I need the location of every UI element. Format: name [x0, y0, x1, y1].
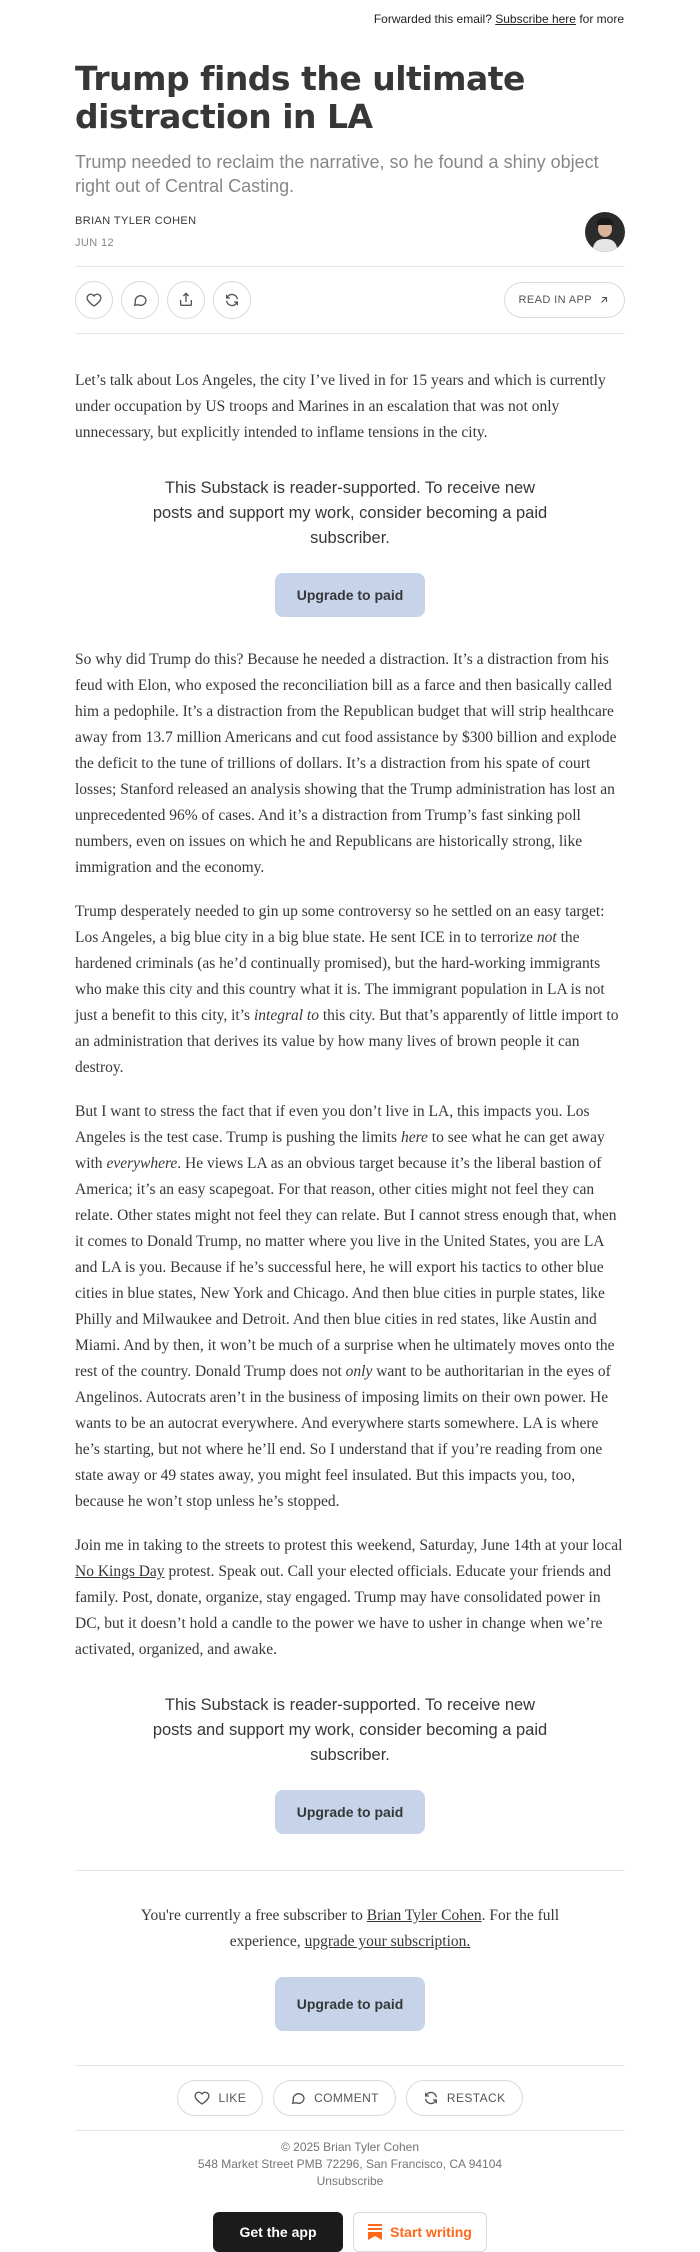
restack-icon [224, 292, 240, 308]
restack-icon [423, 2090, 439, 2106]
forward-bar [0, 0, 700, 40]
free-subscriber-notice: You're currently a free subscriber to Brian Tyler Cohen. For the full experience, upgrade your subscription. Upgrade to paid [75, 1870, 625, 2031]
forwarded-text: Forwarded this email? [373, 12, 492, 26]
start-writing-button[interactable] [353, 2212, 487, 2252]
like-label: LIKE [218, 2091, 247, 2105]
for-more-text: for more [579, 12, 624, 26]
restack-button[interactable] [213, 281, 251, 319]
substack-logo-icon [368, 2224, 382, 2240]
upgrade-to-paid-button[interactable]: Upgrade to paid [275, 1790, 426, 1834]
engagement-pills [75, 2065, 625, 2116]
share-icon [178, 292, 194, 308]
post-body [75, 368, 625, 446]
post-container [75, 60, 625, 2252]
post-body-continued [75, 647, 625, 1663]
byline [75, 212, 625, 252]
share-button[interactable] [167, 281, 205, 319]
restack-label: RESTACK [446, 2091, 506, 2105]
read-in-app-button[interactable] [504, 282, 625, 318]
arrow-up-right-icon [598, 294, 610, 306]
subscribe-cta-1 [150, 476, 550, 617]
paragraph-3: Trump desperately needed to gin up some controversy so he settled on an easy target: Los Angeles, a big blue city in a big blue state. He sent ICE in to terrorize not the hardened criminals (as he’d continually promised), but the hard-working immigrants who make this city and this country what it is. The immigrant population in LA is not just a benefit to this city, it’s integral to this city. But that’s apparently of little import to an administration that derives its value by how many lives of brown people it can destroy. [75, 903, 619, 1076]
heart-icon [194, 2090, 210, 2106]
restack-pill-button[interactable] [406, 2080, 523, 2116]
post-title[interactable]: Trump finds the ultimate distraction in LA [75, 59, 525, 136]
copyright: © 2025 Brian Tyler Cohen [280, 2140, 420, 2154]
comment-icon [290, 2090, 306, 2106]
no-kings-day-link[interactable]: No Kings Day [75, 1563, 165, 1580]
author-avatar[interactable] [585, 212, 625, 252]
author-name[interactable]: BRIAN TYLER COHEN [75, 215, 197, 227]
subscribe-link[interactable]: Subscribe here [495, 12, 576, 26]
address: 548 Market Street PMB 72296, San Francisco, CA 94104 [197, 2157, 503, 2171]
post-date: JUN 12 [75, 237, 115, 249]
paragraph-5: Join me in taking to the streets to protest this weekend, Saturday, June 14th at your local No Kings Day protest. Speak out. Call your elected officials. Educate your friends and family. Post, donate, organize, stay engaged. Trump may have consolidated power in DC, but it doesn’t hold a candle to the power we have to usher in change when we’re activated, organized, and awake. [75, 1537, 623, 1658]
read-in-app-label: READ IN APP [518, 294, 592, 306]
upgrade-to-paid-button[interactable]: Upgrade to paid [275, 1977, 426, 2031]
subscribe-cta-2 [150, 1693, 550, 1834]
upgrade-subscription-link[interactable]: upgrade your subscription. [304, 1933, 471, 1950]
cta-text: This Substack is reader-supported. To receive new posts and support my work, consider becoming a paid subscriber. [152, 479, 548, 547]
comment-button[interactable] [121, 281, 159, 319]
comment-icon [132, 292, 148, 308]
app-buttons [75, 2212, 625, 2252]
paragraph-1: Let’s talk about Los Angeles, the city I’ve lived in for 15 years and which is currently under occupation by US troops and Marines in an escalation that was not only unnecessary, but explicitly intended to inflame tensions in the city. [75, 372, 606, 441]
get-the-app-button[interactable]: Get the app [213, 2212, 343, 2252]
paragraph-4: But I want to stress the fact that if even you don’t live in LA, this impacts you. Los Angeles is the test case. Trump is pushing the limits here to see what he can get away with everywhere. He views LA as an obvious target because it’s the liberal bastion of America; it’s an easy scapegoat. For that reason, other cities might not feel they can relate. Other states might not feel they can relate. But I cannot stress enough that, when it comes to Donald Trump, no matter where you live in the United States, you are LA and LA is you. Because if he’s successful here, he will export his tactics to other blue cities in blue states, New York and Chicago. And then blue cities in purple states, like Philly and Milwaukee and Detroit. And then blue cities in red states, like Austin and Miami. And by then, it won’t be much of a surprise when he ultimately moves onto the rest of the country. Donald Trump does not only want to be authoritarian in the eyes of Angelinos. Autocrats aren’t in the business of imposing limits on their own power. He wants to be an autocrat everywhere. And everywhere starts somewhere. LA is where he’s starting, but not where he’ll end. So I understand that if you’re reading from one state away or 49 states away, you might feel insulated. But this impacts you, too, because he won’t stop unless he’s stopped. [75, 1103, 617, 1510]
like-pill-button[interactable] [177, 2080, 263, 2116]
unsubscribe-link[interactable]: Unsubscribe [316, 2174, 384, 2188]
post-subtitle: Trump needed to reclaim the narrative, so he found a shiny object right out of Central Casting. [75, 152, 599, 196]
comment-label: COMMENT [314, 2091, 379, 2105]
cta-text: This Substack is reader-supported. To receive new posts and support my work, consider becoming a paid subscriber. [152, 1696, 548, 1764]
upgrade-to-paid-button[interactable]: Upgrade to paid [275, 573, 426, 617]
post-actions [75, 266, 625, 334]
footer [75, 2130, 625, 2190]
author-link[interactable]: Brian Tyler Cohen [366, 1907, 482, 1924]
comment-pill-button[interactable] [273, 2080, 396, 2116]
like-button[interactable] [75, 281, 113, 319]
start-writing-label: Start writing [390, 2224, 472, 2240]
paragraph-2: So why did Trump do this? Because he needed a distraction. It’s a distraction from his feud with Elon, who exposed the reconciliation bill as a farce and then basically called him a pedophile. It’s a distraction from the Republican budget that will strip healthcare away from 13.7 million Americans and cut food assistance by $300 billion and explode the deficit to the tune of trillions of dollars. It’s a distraction from his spate of court losses; Stanford released an analysis showing that the Trump administration has lost an unprecedented 96% of cases. And it’s a distraction from Trump’s fast sinking poll numbers, even on issues on which he and Republicans are historically strong, like immigration and the economy. [75, 651, 617, 876]
heart-icon [86, 292, 102, 308]
